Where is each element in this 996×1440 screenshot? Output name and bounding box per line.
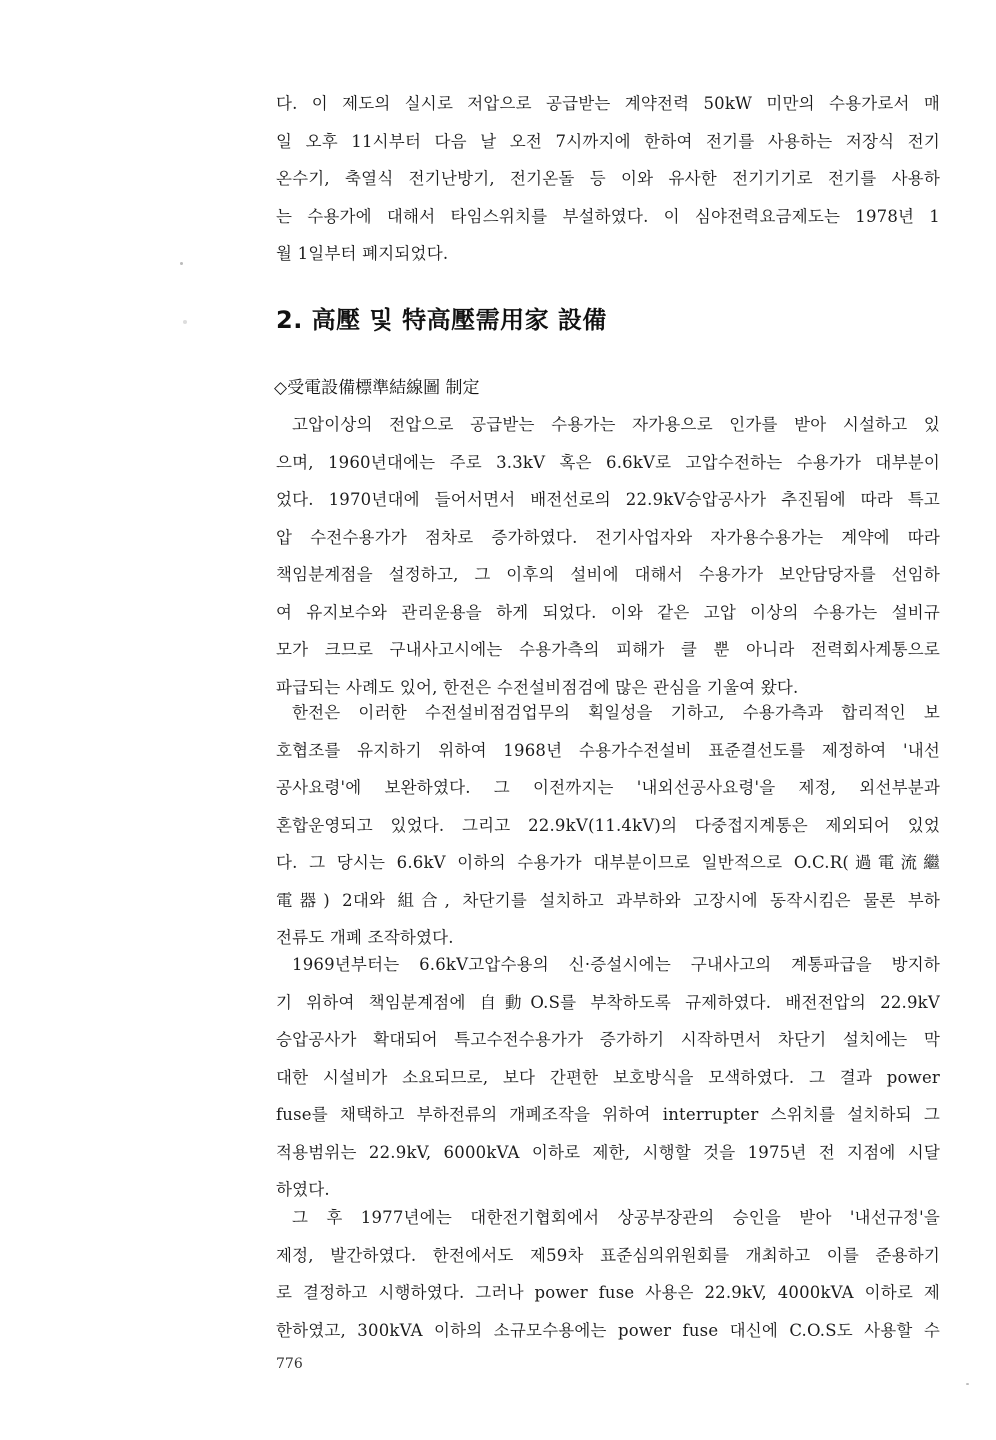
text-line: 혼합운영되고 있었다. 그리고 22.9kV(11.4kV)의 다중접지계통은 제외되어 있었	[276, 815, 940, 835]
text-line: 파급되는 사례도 있어, 한전은 수전설비점검에 많은 관심을 기울여 왔다.	[276, 677, 799, 697]
text-line: 호협조를 유지하기 위하여 1968년 수용가수전설비 표준결선도를 제정하여 '내선	[276, 740, 940, 760]
section-heading: 2. 高壓 및 特高壓需用家 設備	[276, 306, 607, 334]
text-line: 한하였고, 300kVA 이하의 소규모수용에는 power fuse 대신에 C.O.S도 사용할 수	[276, 1320, 940, 1340]
text-line: 하였다.	[276, 1180, 330, 1199]
scan-speck	[183, 320, 187, 324]
text-line: 기 위하여 책임분계점에 自動O.S를 부착하도록 규제하였다. 배전전압의 22.9kV	[276, 992, 940, 1012]
text-line: 제정, 발간하였다. 한전에서도 제59차 표준심의위원회를 개최하고 이를 준용하기	[276, 1245, 940, 1265]
subheading: ◇受電設備標準結線圖 制定	[274, 378, 480, 398]
text-line: 한전은 이러한 수전설비점검업무의 획일성을 기하고, 수용가측과 합리적인 보	[292, 703, 940, 722]
page-number: 776	[276, 1356, 303, 1372]
text-line: 었다. 1970년대에 들어서면서 배전선로의 22.9kV승압공사가 추진됨에 따라 특고	[276, 490, 940, 509]
text-line: 고압이상의 전압으로 공급받는 수용가는 자가용으로 인가를 받아 시설하고 있	[292, 415, 940, 434]
body-paragraph-2	[276, 694, 940, 957]
text-line: 책임분계점을 설정하고, 그 이후의 설비에 대해서 수용가가 보안담당자를 선임하	[276, 565, 940, 584]
text-line: 는 수용가에 대해서 타임스위치를 부설하였다. 이 심야전력요금제도는 1978년 1	[276, 206, 940, 226]
text-line: 압 수전수용가가 점차로 증가하였다. 전기사업자와 자가용수용가는 계약에 따라	[276, 527, 940, 547]
text-line: 온수기, 축열식 전기난방기, 전기온돌 등 이와 유사한 전기기기로 전기를 사용하	[276, 169, 940, 188]
text-line: 다. 그 당시는 6.6kV 이하의 수용가가 대부분이므로 일반적으로 O.C.R(過電流繼	[276, 853, 940, 872]
text-line: 적용범위는 22.9kV, 6000kVA 이하로 제한, 시행할 것을 1975년 전 지점에 시달	[276, 1142, 940, 1162]
body-paragraph-4	[276, 1199, 940, 1349]
text-line: 1969년부터는 6.6kV고압수용의 신·증설시에는 구내사고의 계통파급을 방지하	[292, 955, 940, 974]
text-line: 전류도 개폐 조작하였다.	[276, 928, 454, 947]
text-line: 대한 시설비가 소요되므로, 보다 간편한 보호방식을 모색하였다. 그 결과 power	[276, 1067, 940, 1087]
text-line: 로 결정하고 시행하였다. 그러나 power fuse 사용은 22.9kV, 4000kVA 이하로 제	[276, 1283, 940, 1302]
scan-speck	[966, 1383, 969, 1385]
body-paragraph-1	[276, 406, 940, 706]
text-line: 승압공사가 확대되어 특고수전수용가가 증가하기 시작하면서 차단기 설치에는 막	[276, 1030, 940, 1049]
body-paragraph-3	[276, 946, 940, 1209]
text-line: 일 오후 11시부터 다음 날 오전 7시까지에 한하여 전기를 사용하는 저장식 전기	[276, 131, 940, 151]
text-line: 공사요령'에 보완하였다. 그 이전까지는 '내외선공사요령'을 제정, 외선부분과	[276, 778, 940, 797]
text-line: 여 유지보수와 관리운용을 하게 되었다. 이와 같은 고압 이상의 수용가는 설비규	[276, 602, 940, 622]
text-line: 電器) 2대와 組合, 차단기를 설치하고 과부하와 고장시에 동작시킴은 물론 부하	[276, 890, 940, 910]
scan-speck	[180, 262, 183, 265]
top-paragraph	[276, 85, 940, 273]
text-line: 월 1일부터 폐지되었다.	[276, 244, 449, 263]
text-line: 그 후 1977년에는 대한전기협회에서 상공부장관의 승인을 받아 '내선규정'을	[292, 1208, 940, 1227]
text-line: 모가 크므로 구내사고시에는 수용가측의 피해가 클 뿐 아니라 전력회사계통으로	[276, 640, 940, 659]
text-line: 다. 이 제도의 실시로 저압으로 공급받는 계약전력 50kW 미만의 수용가로서 매	[276, 94, 940, 113]
text-line: fuse를 채택하고 부하전류의 개폐조작을 위하여 interrupter 스위치를 설치하되 그	[276, 1105, 940, 1124]
text-line: 으며, 1960년대에는 주로 3.3kV 혹은 6.6kV로 고압수전하는 수용가가 대부분이	[276, 452, 940, 472]
